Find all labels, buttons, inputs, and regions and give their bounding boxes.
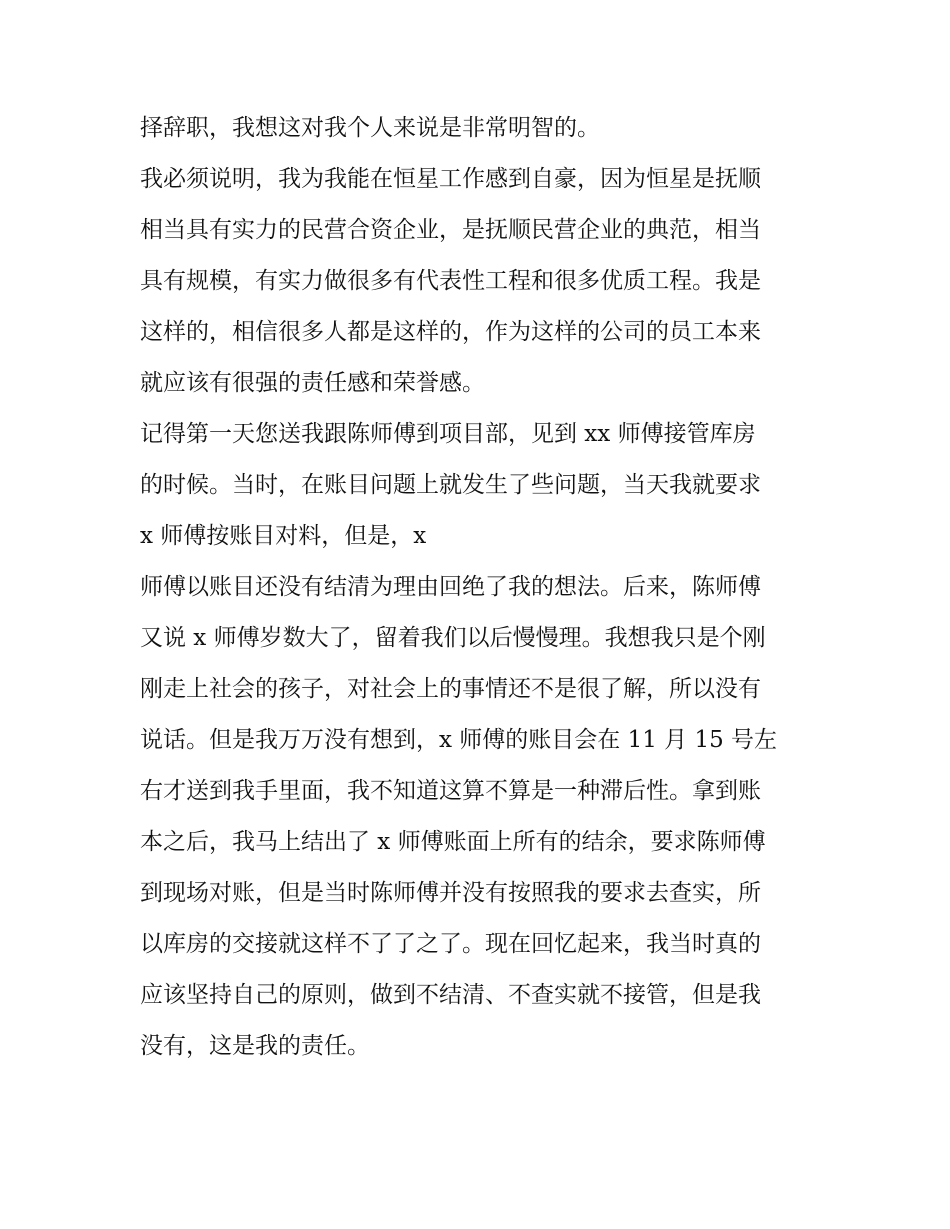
- text-line: 的时候。当时，在账目问题上就发生了些问题，当天我就要求: [140, 472, 761, 498]
- text-line: 说话。但是我万万没有想到，x 师傅的账目会在 11 月 15 号左: [140, 727, 778, 753]
- text-line: 没有，这是我的责任。: [140, 1033, 370, 1059]
- text-line: 以库房的交接就这样不了了之了。现在回忆起来，我当时真的: [140, 931, 761, 957]
- text-line: x 师傅按账目对料，但是，x: [140, 523, 427, 549]
- text-line: 具有规模，有实力做很多有代表性工程和很多优质工程。我是: [140, 268, 761, 294]
- text-line: 本之后，我马上结出了 x 师傅账面上所有的结余，要求陈师傅: [140, 829, 766, 855]
- text-line: 刚走上社会的孩子，对社会上的事情还不是很了解，所以没有: [140, 676, 761, 702]
- text-line: 记得第一天您送我跟陈师傅到项目部，见到 xx 师傅接管库房: [140, 421, 756, 447]
- text-line: 应该坚持自己的原则，做到不结清、不查实就不接管，但是我: [140, 982, 761, 1008]
- text-line: 到现场对账，但是当时陈师傅并没有按照我的要求去查实，所: [140, 880, 761, 906]
- text-line: 这样的，相信很多人都是这样的，作为这样的公司的员工本来: [140, 319, 761, 345]
- body-text: [140, 107, 820, 1076]
- text-line: 师傅以账目还没有结清为理由回绝了我的想法。后来，陈师傅: [140, 574, 761, 600]
- text-line: 右才送到我手里面，我不知道这算不算是一种滞后性。拿到账: [140, 778, 761, 804]
- text-line: 相当具有实力的民营合资企业，是抚顺民营企业的典范，相当: [140, 217, 761, 243]
- text-line: 又说 x 师傅岁数大了，留着我们以后慢慢理。我想我只是个刚: [140, 625, 766, 651]
- text-line: 就应该有很强的责任感和荣誉感。: [140, 370, 485, 396]
- text-line: 择辞职，我想这对我个人来说是非常明智的。: [140, 115, 600, 141]
- text-line: 我必须说明，我为我能在恒星工作感到自豪，因为恒星是抚顺: [140, 166, 761, 192]
